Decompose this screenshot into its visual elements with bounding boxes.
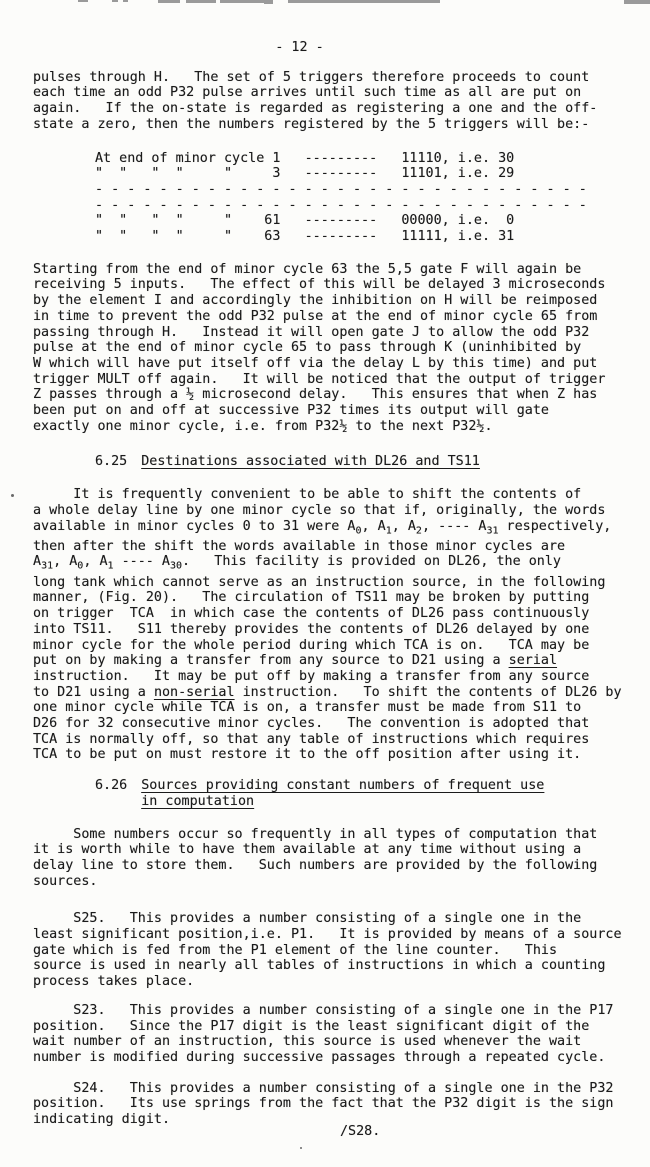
text-line: position. Since the P17 digit is the least significant digit of the	[33, 1018, 590, 1034]
page-content	[33, 40, 638, 1128]
scan-artifact	[220, 0, 266, 3]
text-line: - - - - - - - - - - - - - - - - - - - - - - - - - - - - - - -	[95, 197, 587, 213]
text-line: TCA to be put on must restore it to the off position after using it.	[33, 747, 582, 763]
text-line: passing through H. Instead it will open gate J to allow the odd P32	[33, 324, 590, 340]
text-line: It is frequently convenient to be able to shift the contents of	[33, 487, 582, 503]
section-number: 6.25	[95, 454, 128, 470]
text-line: on trigger TCA in which case the contents of DL26 pass continuously	[33, 606, 590, 622]
text-line: S25. This provides a number consisting of a single one in the	[33, 911, 582, 927]
text-line: gate which is fed from the P1 element of the line counter. This	[33, 942, 558, 958]
scan-artifact-dot	[300, 1147, 302, 1149]
text-line: Z passes through a ½ microsecond delay. This ensures that when Z has	[33, 387, 598, 403]
scan-artifact	[186, 0, 216, 3]
section-title-line-2: in computation	[141, 793, 255, 809]
text-line: trigger MULT off again. It will be noticed that the output of trigger	[33, 371, 606, 387]
text-line: manner, (Fig. 20). The circulation of TS11 may be broken by putting	[33, 590, 590, 606]
scan-artifact-dot	[11, 494, 14, 497]
scan-artifact	[123, 0, 128, 2]
text-line: D26 for 32 consecutive minor cycles. The convention is adopted that	[33, 716, 590, 732]
text-line: by the element I and accordingly the inhibition on H will be reimposed	[33, 293, 598, 309]
text-line: then after the shift the words available in those minor cycles are	[33, 538, 566, 554]
page-footer: /S28.	[340, 1124, 381, 1139]
text-line: available in minor cycles 0 to 31 were $A_0$, $A_1$, $A_2$, ---- $A_{31}$ respectively,	[33, 518, 612, 537]
text-line: it is worth while to have them available at any time without using a	[33, 842, 582, 858]
paragraph-source-s23	[33, 1003, 638, 1066]
text-line: put on by making a transfer from any source to D21 using a serial	[33, 653, 558, 669]
text-line: " " " " " 63 --------- 11111, i.e. 31	[95, 229, 515, 245]
section-title	[141, 778, 544, 809]
text-line: " " " " " 3 --------- 11101, i.e. 29	[95, 166, 515, 182]
scan-artifact	[264, 0, 273, 4]
text-line: again. If the on-state is regarded as registering a one and the off-	[33, 101, 598, 117]
text-line: Starting from the end of minor cycle 63 the 5,5 gate F will again be	[33, 261, 582, 277]
text-line: sources.	[33, 873, 98, 889]
text-line: in time to prevent the odd P32 pulse at the end of minor cycle 65 from	[33, 308, 598, 324]
text-line: source is used in nearly all tables of instructions in which a counting	[33, 958, 606, 974]
text-line: indicating digit.	[33, 1112, 171, 1128]
text-line: long tank which cannot serve as an instruction source, in the following	[33, 574, 606, 590]
text-line: delay line to store them. Such numbers are provided by the following	[33, 857, 598, 873]
text-line: $A_{31}$, $A_0$, $A_1$ ---- $A_{30}$. This facility is provided on DL26, the only	[33, 554, 561, 572]
text-line: pulse at the end of minor cycle 65 to pass through K (uninhibited by	[33, 340, 582, 356]
paragraph-gate-timing	[33, 262, 638, 435]
paragraph-constant-numbers	[33, 827, 638, 890]
section-heading-6-26	[95, 778, 638, 809]
paragraph-source-s24	[33, 1081, 638, 1128]
text-line: been put on and off at successive P32 times its output will gate	[33, 403, 549, 419]
text-line: instruction. It may be put off by making a transfer from any source	[33, 668, 590, 684]
paragraph-trigger-count	[33, 70, 638, 133]
section-heading-6-25	[95, 454, 638, 470]
text-line: receiving 5 inputs. The effect of this will be delayed 3 microseconds	[33, 277, 606, 293]
scan-artifact	[78, 0, 88, 2]
text-line: minor cycle for the whole period during which TCA is on. TCA may be	[33, 637, 590, 653]
page-number: - 12 -	[275, 40, 324, 55]
text-line: process takes place.	[33, 974, 195, 990]
scan-artifact	[158, 0, 180, 3]
scan-artifact	[624, 0, 650, 4]
scan-artifact	[288, 0, 434, 3]
paragraph-dl26-shift	[33, 487, 638, 763]
section-title: Destinations associated with DL26 and TS11	[141, 454, 480, 470]
text-line: position. Its use springs from the fact that the P32 digit is the sign	[33, 1096, 614, 1112]
text-line: S24. This provides a number consisting of a single one in the P32	[33, 1080, 614, 1096]
text-line: to D21 using a non-serial instruction. To shift the contents of DL26 by	[33, 684, 622, 700]
text-line: - - - - - - - - - - - - - - - - - - - - - - - - - - - - - - -	[95, 181, 587, 197]
text-line: " " " " " 61 --------- 00000, i.e. 0	[95, 213, 515, 229]
text-line: least significant position,i.e. P1. It is provided by means of a source	[33, 927, 622, 943]
text-line: Some numbers occur so frequently in all types of computation that	[33, 826, 598, 842]
section-title-line-1: Sources providing constant numbers of frequent use	[141, 778, 545, 794]
text-line: wait number of an instruction, this source is used whenever the wait	[33, 1034, 582, 1050]
trigger-count-table	[95, 151, 638, 245]
text-line: W which will have put itself off via the delay L by this time) and put	[33, 355, 598, 371]
text-line: one minor cycle while TCA is on, a transfer must be made from S11 to	[33, 700, 582, 716]
text-line: S23. This provides a number consisting of a single one in the P17	[33, 1002, 614, 1018]
section-number: 6.26	[95, 778, 128, 794]
text-line: a whole delay line by one minor cycle so that if, originally, the words	[33, 502, 606, 518]
text-line: exactly one minor cycle, i.e. from P32½ to the next P32½.	[33, 418, 493, 434]
paragraph-source-s25	[33, 911, 638, 990]
text-line: into TS11. S11 thereby provides the contents of DL26 delayed by one	[33, 621, 590, 637]
text-line: TCA is normally off, so that any table of instructions which requires	[33, 731, 590, 747]
scan-artifact	[112, 0, 118, 2]
text-line: pulses through H. The set of 5 triggers therefore proceeds to count	[33, 69, 590, 85]
scan-artifact	[434, 0, 440, 3]
text-line: number is modified during successive passages through a repeated cycle.	[33, 1049, 606, 1065]
text-line: At end of minor cycle 1 --------- 11110, i.e. 30	[95, 150, 515, 166]
text-line: state a zero, then the numbers registered by the 5 triggers will be:-	[33, 116, 590, 132]
text-line: each time an odd P32 pulse arrives until such time as all are put on	[33, 85, 582, 101]
